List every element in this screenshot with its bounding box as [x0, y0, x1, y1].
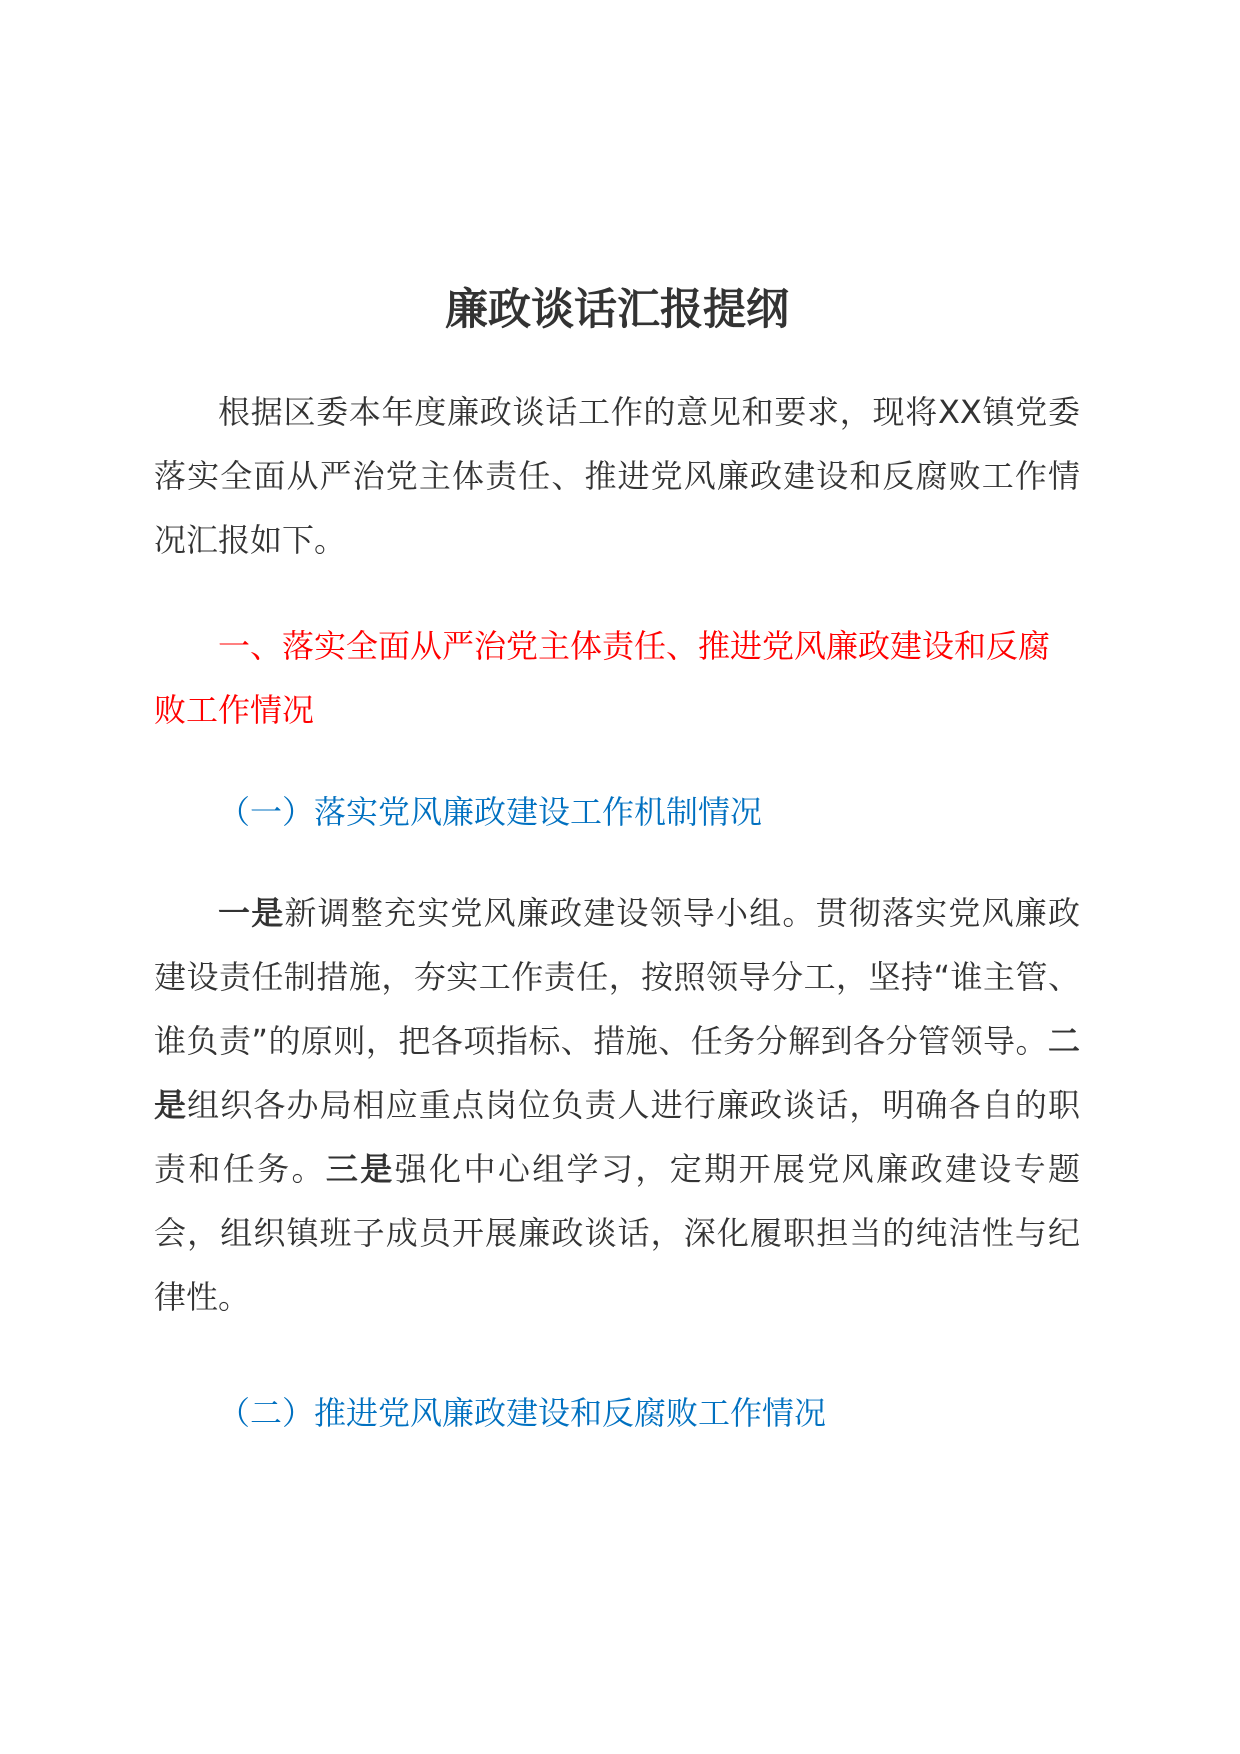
intro-paragraph: 根据区委本年度廉政谈话工作的意见和要求，现将XX镇党委落实全面从严治党主体责任、推进党风廉政建设和反腐败工作情况汇报如下。: [154, 393, 1080, 559]
body-paragraph: [154, 881, 1080, 1329]
point-text-3: 强化中心组学习，定期开展党风廉政建设专题会，组织镇班子成员开展廉政谈话，深化履职担当的纯洁性与纪律性。: [154, 1150, 1080, 1316]
point-text-1: 新调整充实党风廉政建设领导小组。贯彻落实党风廉政建设责任制措施，夯实工作责任，按照领导分工，坚持“谁主管、谁负责”的原则，把各项指标、措施、任务分解到各分管领导。: [154, 894, 1080, 1060]
point-lead-2: 二是: [154, 1022, 1080, 1124]
document-title: 廉政谈话汇报提纲: [445, 285, 789, 335]
section-heading-1: 一、落实全面从严治党主体责任、推进党风廉政建设和反腐败工作情况: [154, 627, 1051, 729]
point-lead-1: 一是: [218, 894, 285, 932]
point-text-2: 组织各办局相应重点岗位负责人进行廉政谈话，明确各自的职责和任务。: [154, 1086, 1080, 1188]
subsection-heading-1: （一）落实党风廉政建设工作机制情况: [218, 793, 763, 831]
subsection-heading-2: （二）推进党风廉政建设和反腐败工作情况: [218, 1394, 827, 1432]
point-lead-3: 三是: [325, 1150, 395, 1188]
